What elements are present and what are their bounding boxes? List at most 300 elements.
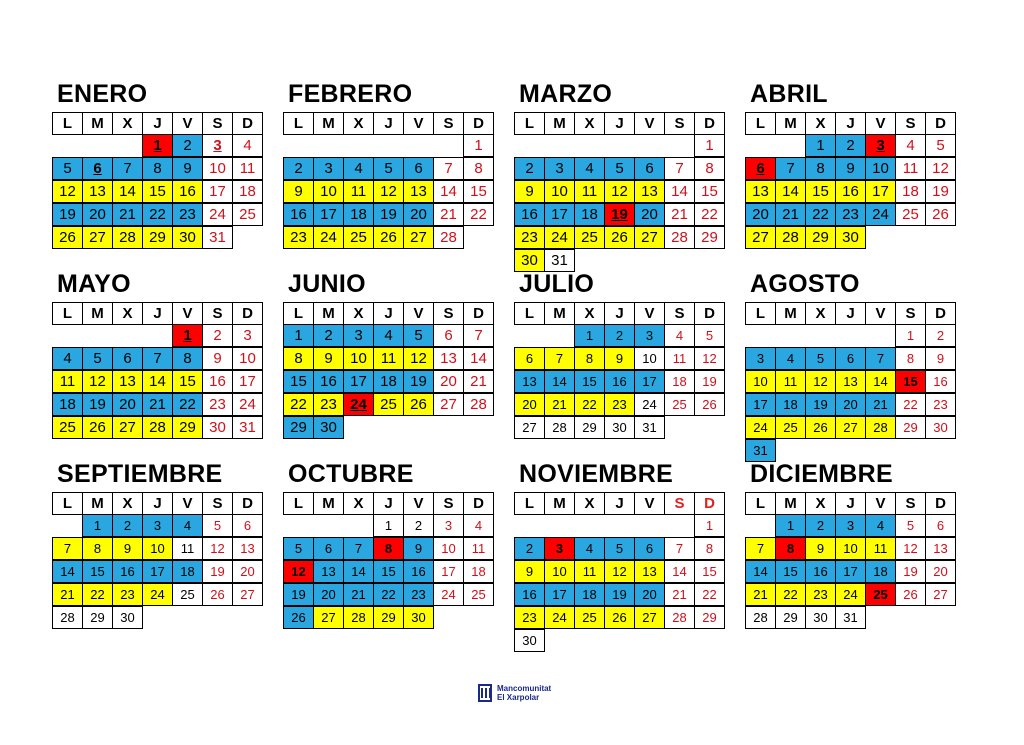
weekday-header: L	[514, 492, 545, 515]
day-cell: 18	[463, 560, 494, 583]
day-cell: 22	[373, 583, 404, 606]
empty-cell	[283, 134, 314, 157]
day-cell: 1	[694, 514, 725, 537]
day-cell: 16	[925, 370, 956, 393]
day-cell: 1	[574, 324, 605, 347]
day-cell: 22	[805, 203, 836, 226]
day-cell: 26	[805, 416, 836, 439]
day-cell: 4	[574, 537, 605, 560]
day-cell: 7	[463, 324, 494, 347]
month-name: ABRIL	[750, 80, 828, 108]
day-cell: 3	[313, 157, 344, 180]
day-cell: 22	[142, 203, 173, 226]
day-cell: 23	[805, 583, 836, 606]
weekday-header: S	[202, 302, 233, 325]
day-cell: 28	[664, 606, 695, 629]
day-cell: 8	[82, 537, 113, 560]
day-cell: 1	[805, 134, 836, 157]
month-name: OCTUBRE	[288, 460, 414, 488]
day-cell: 15	[775, 560, 806, 583]
day-cell: 3	[202, 134, 233, 157]
day-cell: 31	[544, 249, 575, 272]
day-cell: 6	[634, 157, 665, 180]
day-cell: 2	[202, 324, 233, 347]
day-cell: 16	[283, 203, 314, 226]
day-cell: 12	[82, 370, 113, 393]
weekday-header: X	[112, 112, 143, 135]
day-cell: 1	[895, 324, 926, 347]
empty-cell	[865, 324, 896, 347]
day-cell: 13	[745, 180, 776, 203]
weekday-header: M	[544, 112, 575, 135]
day-cell: 6	[313, 537, 344, 560]
weekday-header: L	[514, 112, 545, 135]
day-cell: 13	[433, 347, 464, 370]
day-cell: 11	[574, 180, 605, 203]
empty-cell	[142, 324, 173, 347]
day-cell: 19	[925, 180, 956, 203]
day-cell: 27	[313, 606, 344, 629]
month-name: NOVIEMBRE	[519, 460, 674, 488]
month-name: MAYO	[57, 270, 131, 298]
weekday-header: M	[775, 302, 806, 325]
day-cell: 22	[694, 203, 725, 226]
day-cell: 20	[313, 583, 344, 606]
weekday-header: D	[463, 492, 494, 515]
day-cell: 21	[745, 583, 776, 606]
day-cell: 30	[514, 629, 545, 652]
month-name: SEPTIEMBRE	[57, 460, 223, 488]
empty-cell	[343, 134, 374, 157]
day-cell: 10	[835, 537, 866, 560]
logo-icon	[478, 684, 492, 702]
day-cell: 12	[895, 537, 926, 560]
day-cell: 24	[313, 226, 344, 249]
day-cell: 19	[403, 370, 434, 393]
day-cell: 4	[895, 134, 926, 157]
empty-cell	[313, 514, 344, 537]
day-cell: 13	[634, 560, 665, 583]
day-cell: 17	[544, 203, 575, 226]
weekday-header: L	[745, 302, 776, 325]
day-cell: 7	[544, 347, 575, 370]
day-cell: 27	[514, 416, 545, 439]
month-grid	[514, 112, 725, 273]
empty-cell	[343, 514, 374, 537]
day-cell: 24	[433, 583, 464, 606]
day-cell: 17	[544, 583, 575, 606]
day-cell: 11	[865, 537, 896, 560]
day-cell: 13	[403, 180, 434, 203]
day-cell: 30	[604, 416, 635, 439]
day-cell: 23	[283, 226, 314, 249]
day-cell: 28	[775, 226, 806, 249]
day-cell: 16	[604, 370, 635, 393]
weekday-header: J	[142, 302, 173, 325]
day-cell: 15	[694, 560, 725, 583]
day-cell: 13	[232, 537, 263, 560]
month-grid	[52, 492, 263, 630]
day-cell: 7	[142, 347, 173, 370]
empty-cell	[433, 134, 464, 157]
day-cell: 13	[514, 370, 545, 393]
empty-cell	[835, 324, 866, 347]
day-cell: 27	[82, 226, 113, 249]
weekday-header: D	[925, 302, 956, 325]
day-cell: 21	[343, 583, 374, 606]
day-cell: 24	[343, 393, 374, 416]
weekday-header: D	[232, 492, 263, 515]
weekday-header: V	[634, 112, 665, 135]
day-cell: 22	[574, 393, 605, 416]
day-cell: 21	[142, 393, 173, 416]
day-cell: 11	[343, 180, 374, 203]
day-cell: 21	[664, 203, 695, 226]
day-cell: 10	[343, 347, 374, 370]
day-cell: 7	[343, 537, 374, 560]
day-cell: 22	[694, 583, 725, 606]
empty-cell	[805, 324, 836, 347]
weekday-header: J	[604, 112, 635, 135]
day-cell: 16	[172, 180, 203, 203]
day-cell: 20	[835, 393, 866, 416]
day-cell: 6	[82, 157, 113, 180]
day-cell: 11	[373, 347, 404, 370]
day-cell: 2	[403, 514, 434, 537]
weekday-header: M	[544, 302, 575, 325]
day-cell: 10	[745, 370, 776, 393]
weekday-header: S	[895, 302, 926, 325]
weekday-header: V	[172, 492, 203, 515]
weekday-header: J	[604, 302, 635, 325]
weekday-header: L	[745, 112, 776, 135]
day-cell: 10	[634, 347, 665, 370]
day-cell: 15	[172, 370, 203, 393]
day-cell: 17	[634, 370, 665, 393]
day-cell: 6	[514, 347, 545, 370]
day-cell: 6	[232, 514, 263, 537]
day-cell: 5	[694, 324, 725, 347]
day-cell: 26	[373, 226, 404, 249]
month-grid	[745, 112, 956, 250]
day-cell: 2	[514, 157, 545, 180]
day-cell: 25	[373, 393, 404, 416]
day-cell: 9	[172, 157, 203, 180]
day-cell: 2	[283, 157, 314, 180]
day-cell: 16	[403, 560, 434, 583]
day-cell: 21	[865, 393, 896, 416]
day-cell: 18	[574, 203, 605, 226]
month-name: FEBRERO	[288, 80, 413, 108]
day-cell: 2	[805, 514, 836, 537]
day-cell: 5	[895, 514, 926, 537]
day-cell: 19	[283, 583, 314, 606]
day-cell: 17	[142, 560, 173, 583]
day-cell: 1	[463, 134, 494, 157]
day-cell: 3	[433, 514, 464, 537]
day-cell: 9	[805, 537, 836, 560]
day-cell: 17	[202, 180, 233, 203]
day-cell: 11	[574, 560, 605, 583]
weekday-header: V	[172, 302, 203, 325]
month-name: DICIEMBRE	[750, 460, 893, 488]
weekday-header: X	[112, 302, 143, 325]
day-cell: 4	[172, 514, 203, 537]
day-cell: 21	[463, 370, 494, 393]
day-cell: 2	[925, 324, 956, 347]
day-cell: 26	[283, 606, 314, 629]
month-grid	[745, 492, 956, 630]
day-cell: 20	[112, 393, 143, 416]
day-cell: 20	[232, 560, 263, 583]
day-cell: 19	[82, 393, 113, 416]
day-cell: 24	[865, 203, 896, 226]
weekday-header: J	[373, 112, 404, 135]
day-cell: 28	[142, 416, 173, 439]
day-cell: 18	[865, 560, 896, 583]
day-cell: 14	[463, 347, 494, 370]
day-cell: 25	[574, 606, 605, 629]
day-cell: 28	[745, 606, 776, 629]
day-cell: 19	[694, 370, 725, 393]
weekday-header: M	[313, 492, 344, 515]
day-cell: 17	[343, 370, 374, 393]
weekday-header: X	[805, 492, 836, 515]
weekday-header: J	[373, 302, 404, 325]
day-cell: 4	[775, 347, 806, 370]
day-cell: 7	[664, 157, 695, 180]
day-cell: 8	[574, 347, 605, 370]
day-cell: 3	[835, 514, 866, 537]
day-cell: 7	[865, 347, 896, 370]
day-cell: 15	[142, 180, 173, 203]
day-cell: 26	[694, 393, 725, 416]
weekday-header: V	[634, 492, 665, 515]
day-cell: 25	[232, 203, 263, 226]
day-cell: 21	[112, 203, 143, 226]
day-cell: 2	[313, 324, 344, 347]
day-cell: 18	[52, 393, 83, 416]
day-cell: 8	[775, 537, 806, 560]
day-cell: 20	[514, 393, 545, 416]
day-cell: 14	[544, 370, 575, 393]
day-cell: 14	[433, 180, 464, 203]
weekday-header: J	[835, 492, 866, 515]
day-cell: 12	[52, 180, 83, 203]
empty-cell	[112, 134, 143, 157]
weekday-header: M	[82, 302, 113, 325]
day-cell: 29	[805, 226, 836, 249]
day-cell: 14	[775, 180, 806, 203]
day-cell: 3	[544, 157, 575, 180]
empty-cell	[544, 514, 575, 537]
weekday-header: X	[343, 302, 374, 325]
weekday-header: S	[895, 492, 926, 515]
day-cell: 29	[694, 606, 725, 629]
day-cell: 18	[343, 203, 374, 226]
day-cell: 16	[112, 560, 143, 583]
day-cell: 31	[232, 416, 263, 439]
day-cell: 25	[343, 226, 374, 249]
day-cell: 17	[835, 560, 866, 583]
month-name: JULIO	[519, 270, 595, 298]
weekday-header: D	[232, 302, 263, 325]
day-cell: 22	[172, 393, 203, 416]
day-cell: 31	[745, 439, 776, 462]
empty-cell	[634, 134, 665, 157]
empty-cell	[514, 514, 545, 537]
weekday-header: L	[52, 492, 83, 515]
day-cell: 21	[52, 583, 83, 606]
day-cell: 30	[835, 226, 866, 249]
weekday-header: D	[463, 112, 494, 135]
weekday-header: D	[694, 492, 725, 515]
empty-cell	[604, 134, 635, 157]
day-cell: 25	[172, 583, 203, 606]
day-cell: 17	[865, 180, 896, 203]
empty-cell	[544, 324, 575, 347]
day-cell: 27	[232, 583, 263, 606]
day-cell: 12	[694, 347, 725, 370]
empty-cell	[112, 324, 143, 347]
day-cell: 13	[835, 370, 866, 393]
day-cell: 11	[895, 157, 926, 180]
day-cell: 29	[574, 416, 605, 439]
day-cell: 5	[604, 157, 635, 180]
weekday-header: D	[925, 492, 956, 515]
day-cell: 26	[604, 606, 635, 629]
day-cell: 22	[895, 393, 926, 416]
day-cell: 10	[865, 157, 896, 180]
day-cell: 26	[604, 226, 635, 249]
day-cell: 6	[112, 347, 143, 370]
day-cell: 19	[604, 583, 635, 606]
empty-cell	[514, 134, 545, 157]
month-grid	[283, 112, 494, 250]
weekday-header: V	[865, 302, 896, 325]
day-cell: 3	[142, 514, 173, 537]
weekday-header: D	[694, 112, 725, 135]
weekday-header: M	[82, 112, 113, 135]
day-cell: 5	[373, 157, 404, 180]
day-cell: 26	[925, 203, 956, 226]
empty-cell	[745, 514, 776, 537]
weekday-header: L	[514, 302, 545, 325]
weekday-header: L	[52, 112, 83, 135]
day-cell: 12	[925, 157, 956, 180]
day-cell: 12	[604, 560, 635, 583]
day-cell: 27	[634, 226, 665, 249]
day-cell: 8	[283, 347, 314, 370]
day-cell: 28	[343, 606, 374, 629]
day-cell: 21	[433, 203, 464, 226]
day-cell: 27	[634, 606, 665, 629]
day-cell: 12	[202, 537, 233, 560]
day-cell: 2	[604, 324, 635, 347]
weekday-header: S	[895, 112, 926, 135]
weekday-header: S	[433, 302, 464, 325]
day-cell: 16	[514, 203, 545, 226]
day-cell: 21	[664, 583, 695, 606]
day-cell: 18	[373, 370, 404, 393]
empty-cell	[574, 514, 605, 537]
weekday-header: J	[142, 492, 173, 515]
day-cell: 10	[202, 157, 233, 180]
month-grid	[514, 302, 725, 440]
day-cell: 1	[283, 324, 314, 347]
day-cell: 9	[925, 347, 956, 370]
weekday-header: J	[142, 112, 173, 135]
day-cell: 18	[775, 393, 806, 416]
day-cell: 30	[202, 416, 233, 439]
day-cell: 26	[403, 393, 434, 416]
weekday-header: X	[574, 112, 605, 135]
day-cell: 7	[664, 537, 695, 560]
day-cell: 29	[142, 226, 173, 249]
day-cell: 26	[202, 583, 233, 606]
weekday-header: X	[574, 302, 605, 325]
day-cell: 11	[172, 537, 203, 560]
day-cell: 15	[694, 180, 725, 203]
day-cell: 20	[745, 203, 776, 226]
weekday-header: J	[835, 112, 866, 135]
weekday-header: S	[202, 492, 233, 515]
month-grid	[745, 302, 956, 463]
day-cell: 15	[805, 180, 836, 203]
day-cell: 6	[925, 514, 956, 537]
day-cell: 5	[403, 324, 434, 347]
day-cell: 27	[433, 393, 464, 416]
day-cell: 18	[232, 180, 263, 203]
day-cell: 4	[664, 324, 695, 347]
empty-cell	[373, 134, 404, 157]
day-cell: 9	[835, 157, 866, 180]
day-cell: 15	[283, 370, 314, 393]
weekday-header: V	[403, 302, 434, 325]
day-cell: 25	[463, 583, 494, 606]
day-cell: 12	[604, 180, 635, 203]
day-cell: 9	[112, 537, 143, 560]
day-cell: 8	[805, 157, 836, 180]
day-cell: 6	[403, 157, 434, 180]
weekday-header: S	[664, 302, 695, 325]
day-cell: 22	[775, 583, 806, 606]
month-grid	[283, 492, 494, 630]
day-cell: 9	[514, 560, 545, 583]
weekday-header: D	[463, 302, 494, 325]
day-cell: 3	[745, 347, 776, 370]
empty-cell	[82, 134, 113, 157]
day-cell: 3	[232, 324, 263, 347]
weekday-header: V	[865, 492, 896, 515]
day-cell: 23	[514, 226, 545, 249]
day-cell: 10	[232, 347, 263, 370]
day-cell: 7	[433, 157, 464, 180]
day-cell: 4	[865, 514, 896, 537]
day-cell: 19	[895, 560, 926, 583]
day-cell: 16	[514, 583, 545, 606]
day-cell: 5	[925, 134, 956, 157]
day-cell: 10	[544, 560, 575, 583]
day-cell: 28	[544, 416, 575, 439]
day-cell: 28	[433, 226, 464, 249]
day-cell: 25	[664, 393, 695, 416]
day-cell: 30	[403, 606, 434, 629]
weekday-header: L	[283, 492, 314, 515]
day-cell: 6	[634, 537, 665, 560]
weekday-header: M	[775, 492, 806, 515]
day-cell: 19	[202, 560, 233, 583]
